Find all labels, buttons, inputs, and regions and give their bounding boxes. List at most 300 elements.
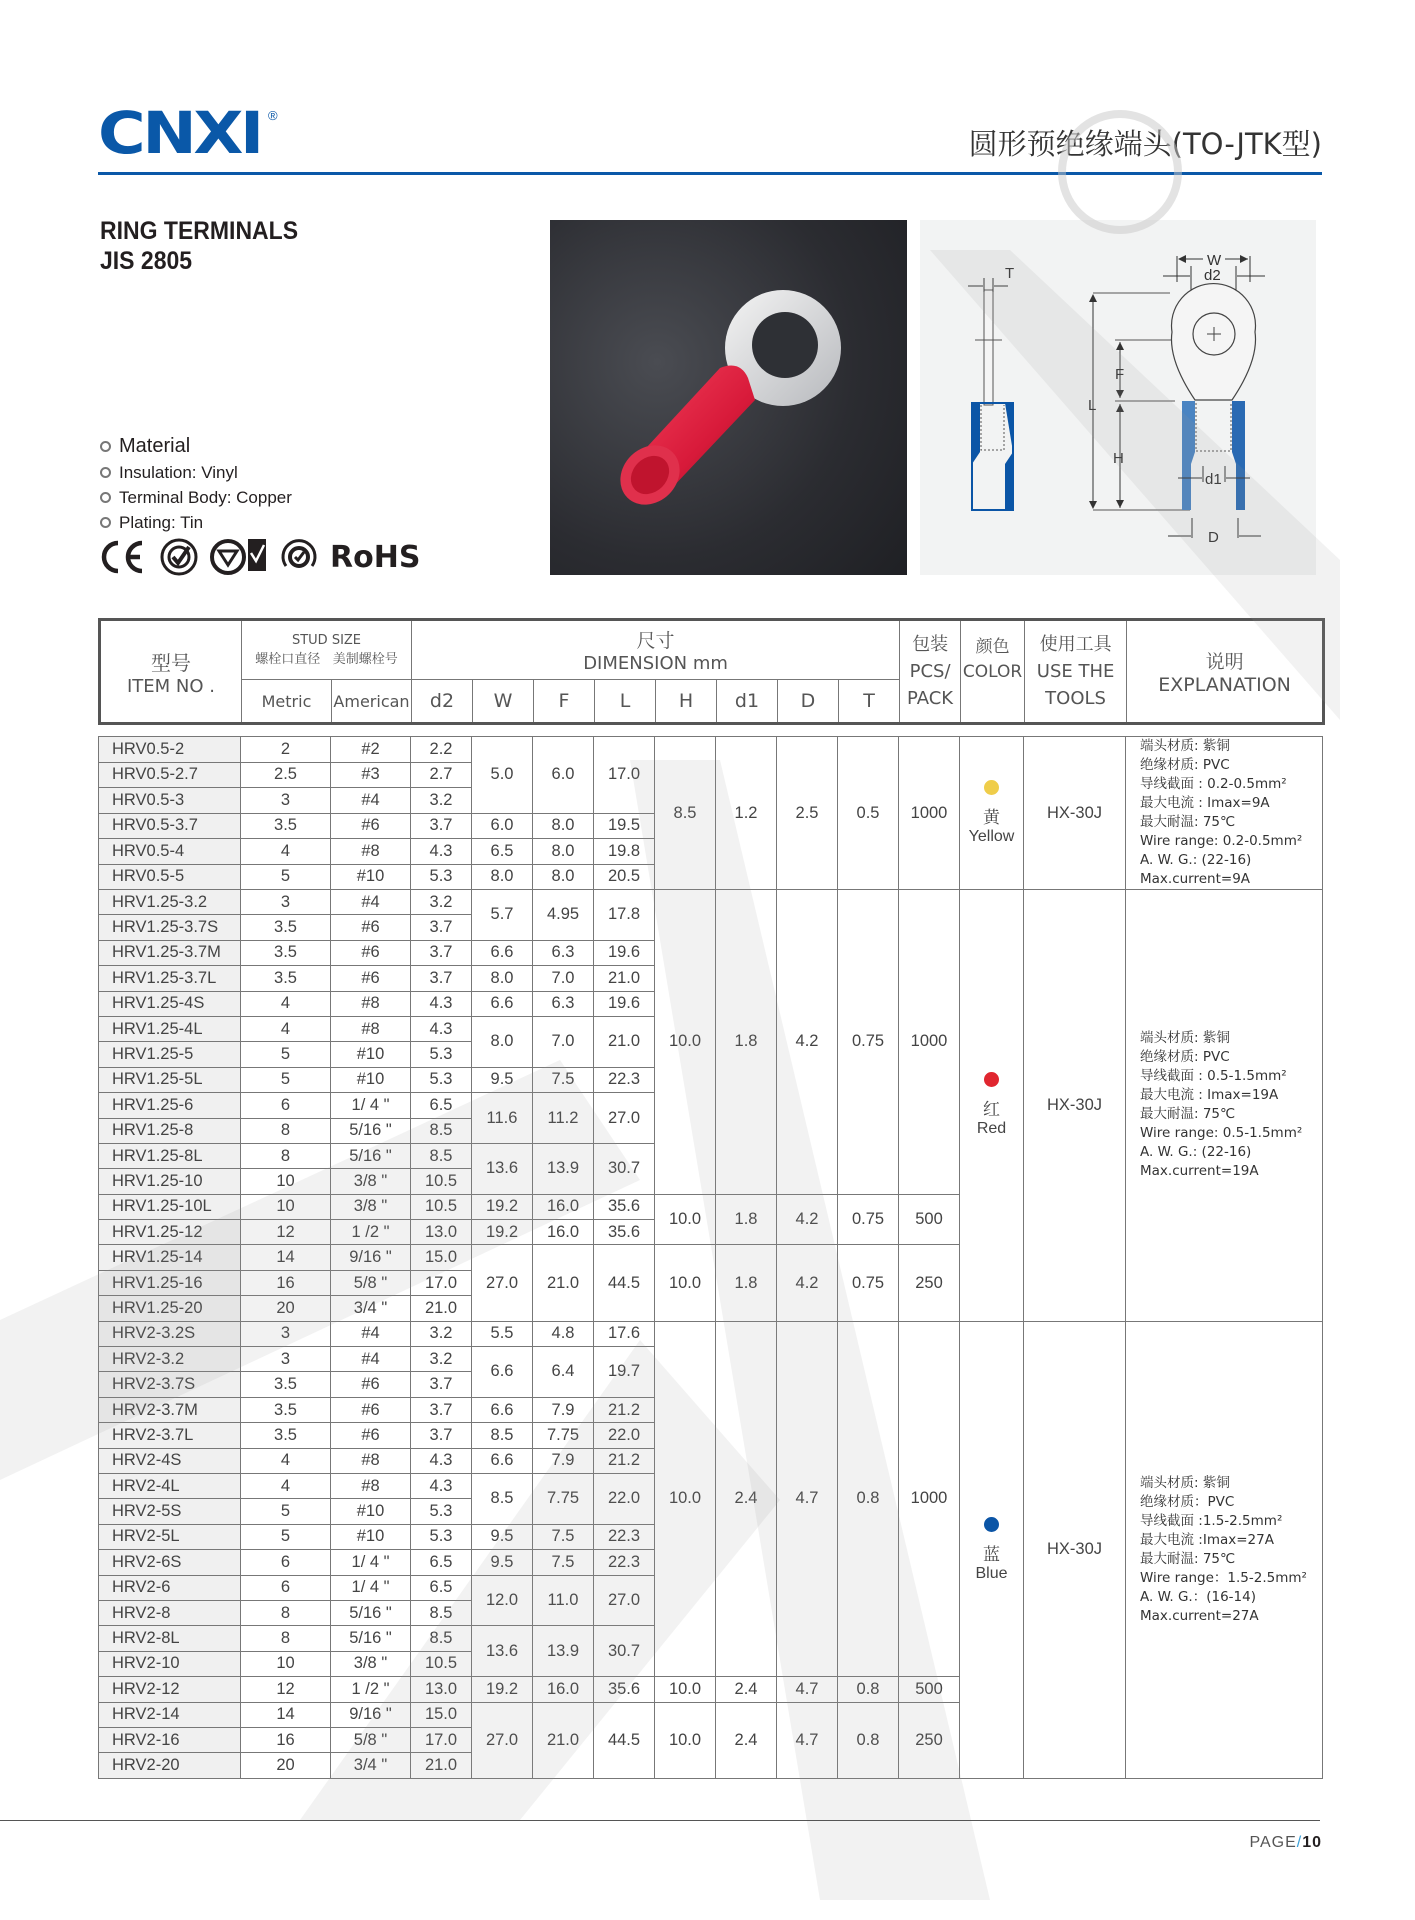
cell-f: 16.0 (533, 1677, 594, 1702)
cell-d2: 21.0 (411, 1753, 472, 1778)
cell-american: 5/16 " (331, 1626, 411, 1651)
cell-american: #10 (331, 1524, 411, 1549)
header-dimension: 尺寸 DIMENSION mm (412, 620, 900, 680)
cell-d2: 10.5 (411, 1194, 472, 1219)
cell-metric: 4 (241, 1448, 331, 1473)
cell-item-no: HRV0.5-5 (99, 864, 241, 890)
label-d1: d1 (1205, 471, 1222, 488)
cell-metric: 8 (241, 1118, 331, 1143)
cell-w: 5.0 (472, 737, 533, 814)
cell-w: 13.6 (472, 1626, 533, 1677)
cell-f: 8.0 (533, 864, 594, 890)
header-d1: d1 (717, 680, 778, 724)
explanation-line: A. W. G.: (22-16) (1140, 852, 1252, 868)
cell-f: 7.0 (533, 1016, 594, 1067)
cell-metric: 3.5 (241, 966, 331, 991)
cell-d2: 15.0 (411, 1245, 472, 1270)
cell-w: 27.0 (472, 1702, 533, 1778)
cell-f: 7.9 (533, 1397, 594, 1422)
material-heading: Material (100, 432, 292, 460)
cell-d2: 15.0 (411, 1702, 472, 1727)
cell-explanation (1126, 890, 1323, 1322)
cell-american: #6 (331, 1372, 411, 1397)
cell-item-no: HRV1.25-3.7S (99, 915, 241, 940)
cell-w: 6.6 (472, 991, 533, 1016)
cell-metric: 4 (241, 991, 331, 1016)
cell-f: 13.9 (533, 1626, 594, 1677)
cell-t: 0.75 (838, 890, 899, 1195)
explanation-line: Wire range：1.5-2.5mm² (1140, 1569, 1307, 1586)
cell-american: #10 (331, 864, 411, 890)
cell-item-no: HRV2-14 (99, 1702, 241, 1727)
cell-metric: 3.5 (241, 1397, 331, 1422)
rohs-mark: RoHS (330, 539, 421, 575)
brand-logo: CNXI (98, 99, 261, 167)
cell-metric: 4 (241, 1016, 331, 1041)
cell-d2: 5.3 (411, 1524, 472, 1549)
cell-l: 44.5 (594, 1702, 655, 1778)
cell-american: #6 (331, 1423, 411, 1448)
cell-item-no: HRV1.25-3.2 (99, 890, 241, 915)
cell-h: 10.0 (655, 1321, 716, 1676)
cell-american: 1/ 4 " (331, 1093, 411, 1118)
cell-metric: 4 (241, 839, 331, 865)
cell-metric: 5 (241, 1499, 331, 1524)
cell-h: 10.0 (655, 1677, 716, 1702)
cell-metric: 6 (241, 1575, 331, 1600)
cell-d2: 10.5 (411, 1169, 472, 1194)
cell-item-no: HRV2-10 (99, 1651, 241, 1676)
cell-d2: 3.2 (411, 788, 472, 814)
cell-d2: 3.7 (411, 1372, 472, 1397)
color-name-cn: 红 (983, 1100, 1000, 1121)
cell-d2: 10.5 (411, 1651, 472, 1676)
header-pack: 包装 PCS/ PACK (900, 620, 961, 724)
header-d2: d2 (412, 680, 473, 724)
cell-d2: 3.7 (411, 1397, 472, 1422)
cell-item-no: HRV2-4L (99, 1473, 241, 1498)
cell-d2: 4.3 (411, 1473, 472, 1498)
cell-american: 9/16 " (331, 1245, 411, 1270)
cell-l: 20.5 (594, 864, 655, 890)
label-D: D (1208, 529, 1219, 546)
cell-d: 4.7 (777, 1702, 838, 1778)
color-swatch-icon (984, 1072, 999, 1087)
cell-metric: 16 (241, 1727, 331, 1752)
cell-american: 3/8 " (331, 1651, 411, 1676)
cell-l: 22.0 (594, 1473, 655, 1524)
cell-l: 21.2 (594, 1448, 655, 1473)
cell-l: 27.0 (594, 1093, 655, 1144)
cell-l: 17.8 (594, 890, 655, 941)
explanation-line: 最大耐温: 75℃ (1140, 1550, 1236, 1567)
cell-american: #10 (331, 1042, 411, 1067)
cell-metric: 12 (241, 1220, 331, 1245)
cell-metric: 10 (241, 1194, 331, 1219)
bullet-icon (100, 517, 111, 528)
cell-w: 9.5 (472, 1524, 533, 1549)
cell-d2: 3.7 (411, 915, 472, 940)
cell-item-no: HRV1.25-5L (99, 1067, 241, 1092)
cell-w: 6.0 (472, 813, 533, 839)
label-W: W (1207, 252, 1222, 269)
cell-metric: 8 (241, 1600, 331, 1625)
cell-l: 17.0 (594, 737, 655, 814)
cell-american: #10 (331, 1067, 411, 1092)
cell-h: 10.0 (655, 890, 716, 1195)
cell-d2: 6.5 (411, 1093, 472, 1118)
table-row (99, 1321, 1323, 1346)
cell-american: 3/4 " (331, 1753, 411, 1778)
cell-american: 5/16 " (331, 1143, 411, 1168)
cell-item-no: HRV2-16 (99, 1727, 241, 1752)
cell-american: 1/ 4 " (331, 1575, 411, 1600)
header-metric: Metric (242, 680, 332, 724)
weee-compliant-seal-icon (160, 538, 198, 576)
explanation-line: 导线截面 : 0.2-0.5mm² (1140, 776, 1287, 792)
header-f: F (534, 680, 595, 724)
cell-f: 6.4 (533, 1347, 594, 1398)
cell-metric: 16 (241, 1270, 331, 1295)
cell-l: 21.0 (594, 1016, 655, 1067)
cell-t: 0.8 (838, 1702, 899, 1778)
explanation-line: 最大电流 :Imax=27A (1140, 1531, 1274, 1548)
cell-t: 0.75 (838, 1245, 899, 1321)
explanation-line: 绝缘材质: PVC (1140, 757, 1230, 773)
label-L: L (1088, 397, 1097, 414)
cell-metric: 3.5 (241, 1423, 331, 1448)
cell-item-no: HRV1.25-5 (99, 1042, 241, 1067)
cell-pack: 1000 (899, 737, 960, 890)
explanation-line: 端头材质: 紫铜 (1140, 738, 1230, 754)
color-name-cn: 蓝 (983, 1544, 1000, 1565)
color-name-en: Blue (975, 1564, 1008, 1582)
cell-d2: 13.0 (411, 1677, 472, 1702)
material-item: Plating: Tin (100, 510, 292, 535)
cell-explanation (1126, 737, 1323, 890)
cell-w: 8.5 (472, 1473, 533, 1524)
cell-metric: 20 (241, 1296, 331, 1321)
cell-item-no: HRV1.25-4L (99, 1016, 241, 1041)
cell-l: 19.7 (594, 1347, 655, 1398)
cell-american: #3 (331, 762, 411, 788)
cell-w: 8.0 (472, 864, 533, 890)
cell-pack: 1000 (899, 890, 960, 1195)
terminal-dimension-drawing-icon (920, 220, 1316, 575)
cell-d2: 3.7 (411, 1423, 472, 1448)
cell-w: 9.5 (472, 1550, 533, 1575)
cell-d: 4.7 (777, 1677, 838, 1702)
cell-f: 16.0 (533, 1194, 594, 1219)
cell-d: 4.2 (777, 890, 838, 1195)
page-title-cn: 圆形预绝缘端头(TO-JTK型) (968, 127, 1322, 161)
cell-pack: 1000 (899, 1321, 960, 1676)
cell-american: 5/8 " (331, 1270, 411, 1295)
material-item: Terminal Body: Copper (100, 485, 292, 510)
cell-w: 6.6 (472, 1347, 533, 1398)
cell-metric: 14 (241, 1245, 331, 1270)
cell-item-no: HRV1.25-6 (99, 1093, 241, 1118)
cell-american: #4 (331, 788, 411, 814)
cell-american: 3/4 " (331, 1296, 411, 1321)
cell-d2: 3.7 (411, 940, 472, 965)
cell-w: 5.7 (472, 890, 533, 941)
explanation-line: 最大电流 : Imax=19A (1140, 1087, 1279, 1104)
cell-metric: 5 (241, 864, 331, 890)
cell-item-no: HRV1.25-3.7M (99, 940, 241, 965)
cell-f: 8.0 (533, 813, 594, 839)
cell-american: #10 (331, 1499, 411, 1524)
cell-d2: 8.5 (411, 1118, 472, 1143)
cell-metric: 12 (241, 1677, 331, 1702)
cell-item-no: HRV2-3.7M (99, 1397, 241, 1422)
cell-metric: 3.5 (241, 813, 331, 839)
explanation-line: 端头材质: 紫铜 (1140, 1030, 1230, 1047)
cell-item-no: HRV0.5-3 (99, 788, 241, 814)
cell-f: 6.3 (533, 940, 594, 965)
cell-d2: 4.3 (411, 991, 472, 1016)
cell-l: 27.0 (594, 1575, 655, 1626)
cell-item-no: HRV1.25-8L (99, 1143, 241, 1168)
cell-metric: 3 (241, 1347, 331, 1372)
cell-d2: 3.7 (411, 813, 472, 839)
cell-d2: 4.3 (411, 1448, 472, 1473)
table-row (99, 737, 1323, 763)
cell-item-no: HRV0.5-4 (99, 839, 241, 865)
cell-item-no: HRV1.25-14 (99, 1245, 241, 1270)
cell-w: 19.2 (472, 1194, 533, 1219)
cell-f: 4.8 (533, 1321, 594, 1346)
cell-d1: 2.4 (716, 1702, 777, 1778)
cell-w: 8.5 (472, 1423, 533, 1448)
cell-l: 22.0 (594, 1423, 655, 1448)
cell-d2: 5.3 (411, 1067, 472, 1092)
cell-metric: 5 (241, 1067, 331, 1092)
label-F: F (1115, 366, 1125, 383)
cell-l: 19.6 (594, 940, 655, 965)
cell-american: #4 (331, 1321, 411, 1346)
cell-item-no: HRV2-20 (99, 1753, 241, 1778)
cell-d2: 4.3 (411, 1016, 472, 1041)
cell-d2: 4.3 (411, 839, 472, 865)
cell-american: #4 (331, 890, 411, 915)
cell-w: 27.0 (472, 1245, 533, 1321)
label-T: T (1005, 265, 1015, 282)
cell-metric: 5 (241, 1524, 331, 1549)
cell-w: 9.5 (472, 1067, 533, 1092)
cell-d2: 3.2 (411, 890, 472, 915)
cell-item-no: HRV2-3.2S (99, 1321, 241, 1346)
cell-metric: 4 (241, 1473, 331, 1498)
page-number: PAGE/10 (1249, 1834, 1322, 1851)
cell-d2: 13.0 (411, 1220, 472, 1245)
cell-l: 22.3 (594, 1067, 655, 1092)
cell-f: 4.95 (533, 890, 594, 941)
cell-f: 11.0 (533, 1575, 594, 1626)
cell-item-no: HRV1.25-12 (99, 1220, 241, 1245)
header-explanation: 说明 EXPLANATION (1127, 620, 1324, 724)
cell-item-no: HRV2-5L (99, 1524, 241, 1549)
cell-item-no: HRV2-3.7L (99, 1423, 241, 1448)
explanation-line: Max.current=27A (1140, 1607, 1259, 1624)
ring-terminal-photo-icon (550, 220, 907, 575)
cell-w: 11.6 (472, 1093, 533, 1144)
spec-table-header (98, 618, 1325, 725)
cell-d2: 17.0 (411, 1727, 472, 1752)
cell-american: 1 /2 " (331, 1677, 411, 1702)
cell-d2: 3.7 (411, 966, 472, 991)
cell-american: 3/8 " (331, 1169, 411, 1194)
cell-color (960, 890, 1024, 1322)
cell-metric: 3.5 (241, 915, 331, 940)
cell-american: 5/16 " (331, 1600, 411, 1625)
cell-f: 21.0 (533, 1245, 594, 1321)
cell-d2: 3.2 (411, 1347, 472, 1372)
cell-d2: 8.5 (411, 1143, 472, 1168)
cell-d1: 1.2 (716, 737, 777, 890)
label-d2: d2 (1204, 267, 1221, 284)
ce-mark-icon (98, 539, 148, 575)
cell-f: 7.5 (533, 1524, 594, 1549)
registered-mark: ® (268, 108, 278, 123)
cell-d: 4.2 (777, 1194, 838, 1245)
cell-l: 30.7 (594, 1143, 655, 1194)
product-standard: JIS 2805 (100, 247, 193, 275)
cell-pack: 500 (899, 1677, 960, 1702)
cell-metric: 3 (241, 890, 331, 915)
material-list (100, 432, 292, 535)
cell-american: #8 (331, 1016, 411, 1041)
cell-d2: 21.0 (411, 1296, 472, 1321)
table-row (99, 890, 1323, 915)
cell-l: 35.6 (594, 1677, 655, 1702)
cell-item-no: HRV2-6S (99, 1550, 241, 1575)
cell-h: 10.0 (655, 1245, 716, 1321)
cell-item-no: HRV2-8L (99, 1626, 241, 1651)
cell-metric: 10 (241, 1169, 331, 1194)
cell-metric: 3 (241, 788, 331, 814)
explanation-line: 绝缘材质: PVC (1140, 1049, 1230, 1066)
cell-t: 0.8 (838, 1321, 899, 1676)
cell-f: 6.0 (533, 737, 594, 814)
cell-american: #6 (331, 966, 411, 991)
cell-color (960, 1321, 1024, 1778)
color-name-cn: 黄 (983, 808, 1000, 828)
label-H: H (1113, 450, 1124, 467)
cell-d: 4.2 (777, 1245, 838, 1321)
cell-metric: 3 (241, 1321, 331, 1346)
explanation-line: 导线截面 : 0.5-1.5mm² (1140, 1068, 1287, 1085)
cell-american: 9/16 " (331, 1702, 411, 1727)
material-item: Insulation: Vinyl (100, 460, 292, 485)
header-divider (98, 172, 1322, 175)
cell-l: 19.8 (594, 839, 655, 865)
cell-f: 7.9 (533, 1448, 594, 1473)
header-l: L (595, 680, 656, 724)
cell-w: 8.0 (472, 966, 533, 991)
cell-metric: 14 (241, 1702, 331, 1727)
cell-metric: 8 (241, 1143, 331, 1168)
cell-american: 1/ 4 " (331, 1550, 411, 1575)
color-swatch-icon (984, 1517, 999, 1532)
color-name-en: Yellow (968, 828, 1015, 845)
cell-w: 13.6 (472, 1143, 533, 1194)
cell-d2: 2.7 (411, 762, 472, 788)
cell-metric: 2 (241, 737, 331, 763)
cell-metric: 2.5 (241, 762, 331, 788)
cell-f: 7.75 (533, 1423, 594, 1448)
cell-l: 19.6 (594, 991, 655, 1016)
header-tools: 使用工具 USE THE TOOLS (1025, 620, 1127, 724)
cell-d2: 5.3 (411, 1499, 472, 1524)
cell-american: #6 (331, 1397, 411, 1422)
header-t: T (839, 680, 900, 724)
explanation-line: 绝缘材质：PVC (1140, 1493, 1235, 1510)
footer-divider (0, 1820, 1320, 1821)
bullet-icon (100, 467, 111, 478)
cell-pack: 500 (899, 1194, 960, 1245)
cell-w: 6.5 (472, 839, 533, 865)
cell-item-no: HRV0.5-2 (99, 737, 241, 763)
cell-d2: 8.5 (411, 1600, 472, 1625)
explanation-line: A. W. G.：(16-14) (1140, 1588, 1256, 1605)
dimension-diagram (920, 220, 1316, 575)
cell-d: 2.5 (777, 737, 838, 890)
explanation-line: Max.current=9A (1140, 871, 1251, 887)
iso-registered-seal-icon (210, 537, 268, 577)
cell-f: 13.9 (533, 1143, 594, 1194)
cell-l: 22.3 (594, 1550, 655, 1575)
cell-item-no: HRV1.25-16 (99, 1270, 241, 1295)
cell-f: 21.0 (533, 1702, 594, 1778)
cell-metric: 6 (241, 1550, 331, 1575)
header-h: H (656, 680, 717, 724)
cell-d2: 2.2 (411, 737, 472, 763)
cell-l: 35.6 (594, 1220, 655, 1245)
cell-d2: 6.5 (411, 1550, 472, 1575)
cell-metric: 3.5 (241, 940, 331, 965)
cell-f: 16.0 (533, 1220, 594, 1245)
header-d: D (778, 680, 839, 724)
header-item-no: 型号 ITEM NO . (100, 620, 242, 724)
cell-d: 4.7 (777, 1321, 838, 1676)
cell-item-no: HRV2-3.2 (99, 1347, 241, 1372)
cell-metric: 8 (241, 1626, 331, 1651)
cell-item-no: HRV0.5-2.7 (99, 762, 241, 788)
cell-w: 6.6 (472, 940, 533, 965)
product-title (100, 216, 298, 276)
cell-american: #8 (331, 839, 411, 865)
product-title-line1: RING TERMINALS (100, 217, 299, 245)
cell-d2: 6.5 (411, 1575, 472, 1600)
color-swatch-icon (984, 780, 999, 795)
cell-f: 7.5 (533, 1550, 594, 1575)
cell-item-no: HRV1.25-8 (99, 1118, 241, 1143)
explanation-line: Max.current=19A (1140, 1163, 1259, 1180)
header-w: W (473, 680, 534, 724)
product-photo (550, 220, 907, 575)
explanation-line: 最大耐温: 75℃ (1140, 1106, 1236, 1123)
cell-d1: 2.4 (716, 1677, 777, 1702)
cell-d2: 8.5 (411, 1626, 472, 1651)
cell-w: 19.2 (472, 1677, 533, 1702)
cell-item-no: HRV1.25-4S (99, 991, 241, 1016)
cell-f: 8.0 (533, 839, 594, 865)
cell-item-no: HRV2-6 (99, 1575, 241, 1600)
cell-d1: 1.8 (716, 1194, 777, 1245)
color-name-en: Red (976, 1120, 1007, 1138)
cell-item-no: HRV2-5S (99, 1499, 241, 1524)
